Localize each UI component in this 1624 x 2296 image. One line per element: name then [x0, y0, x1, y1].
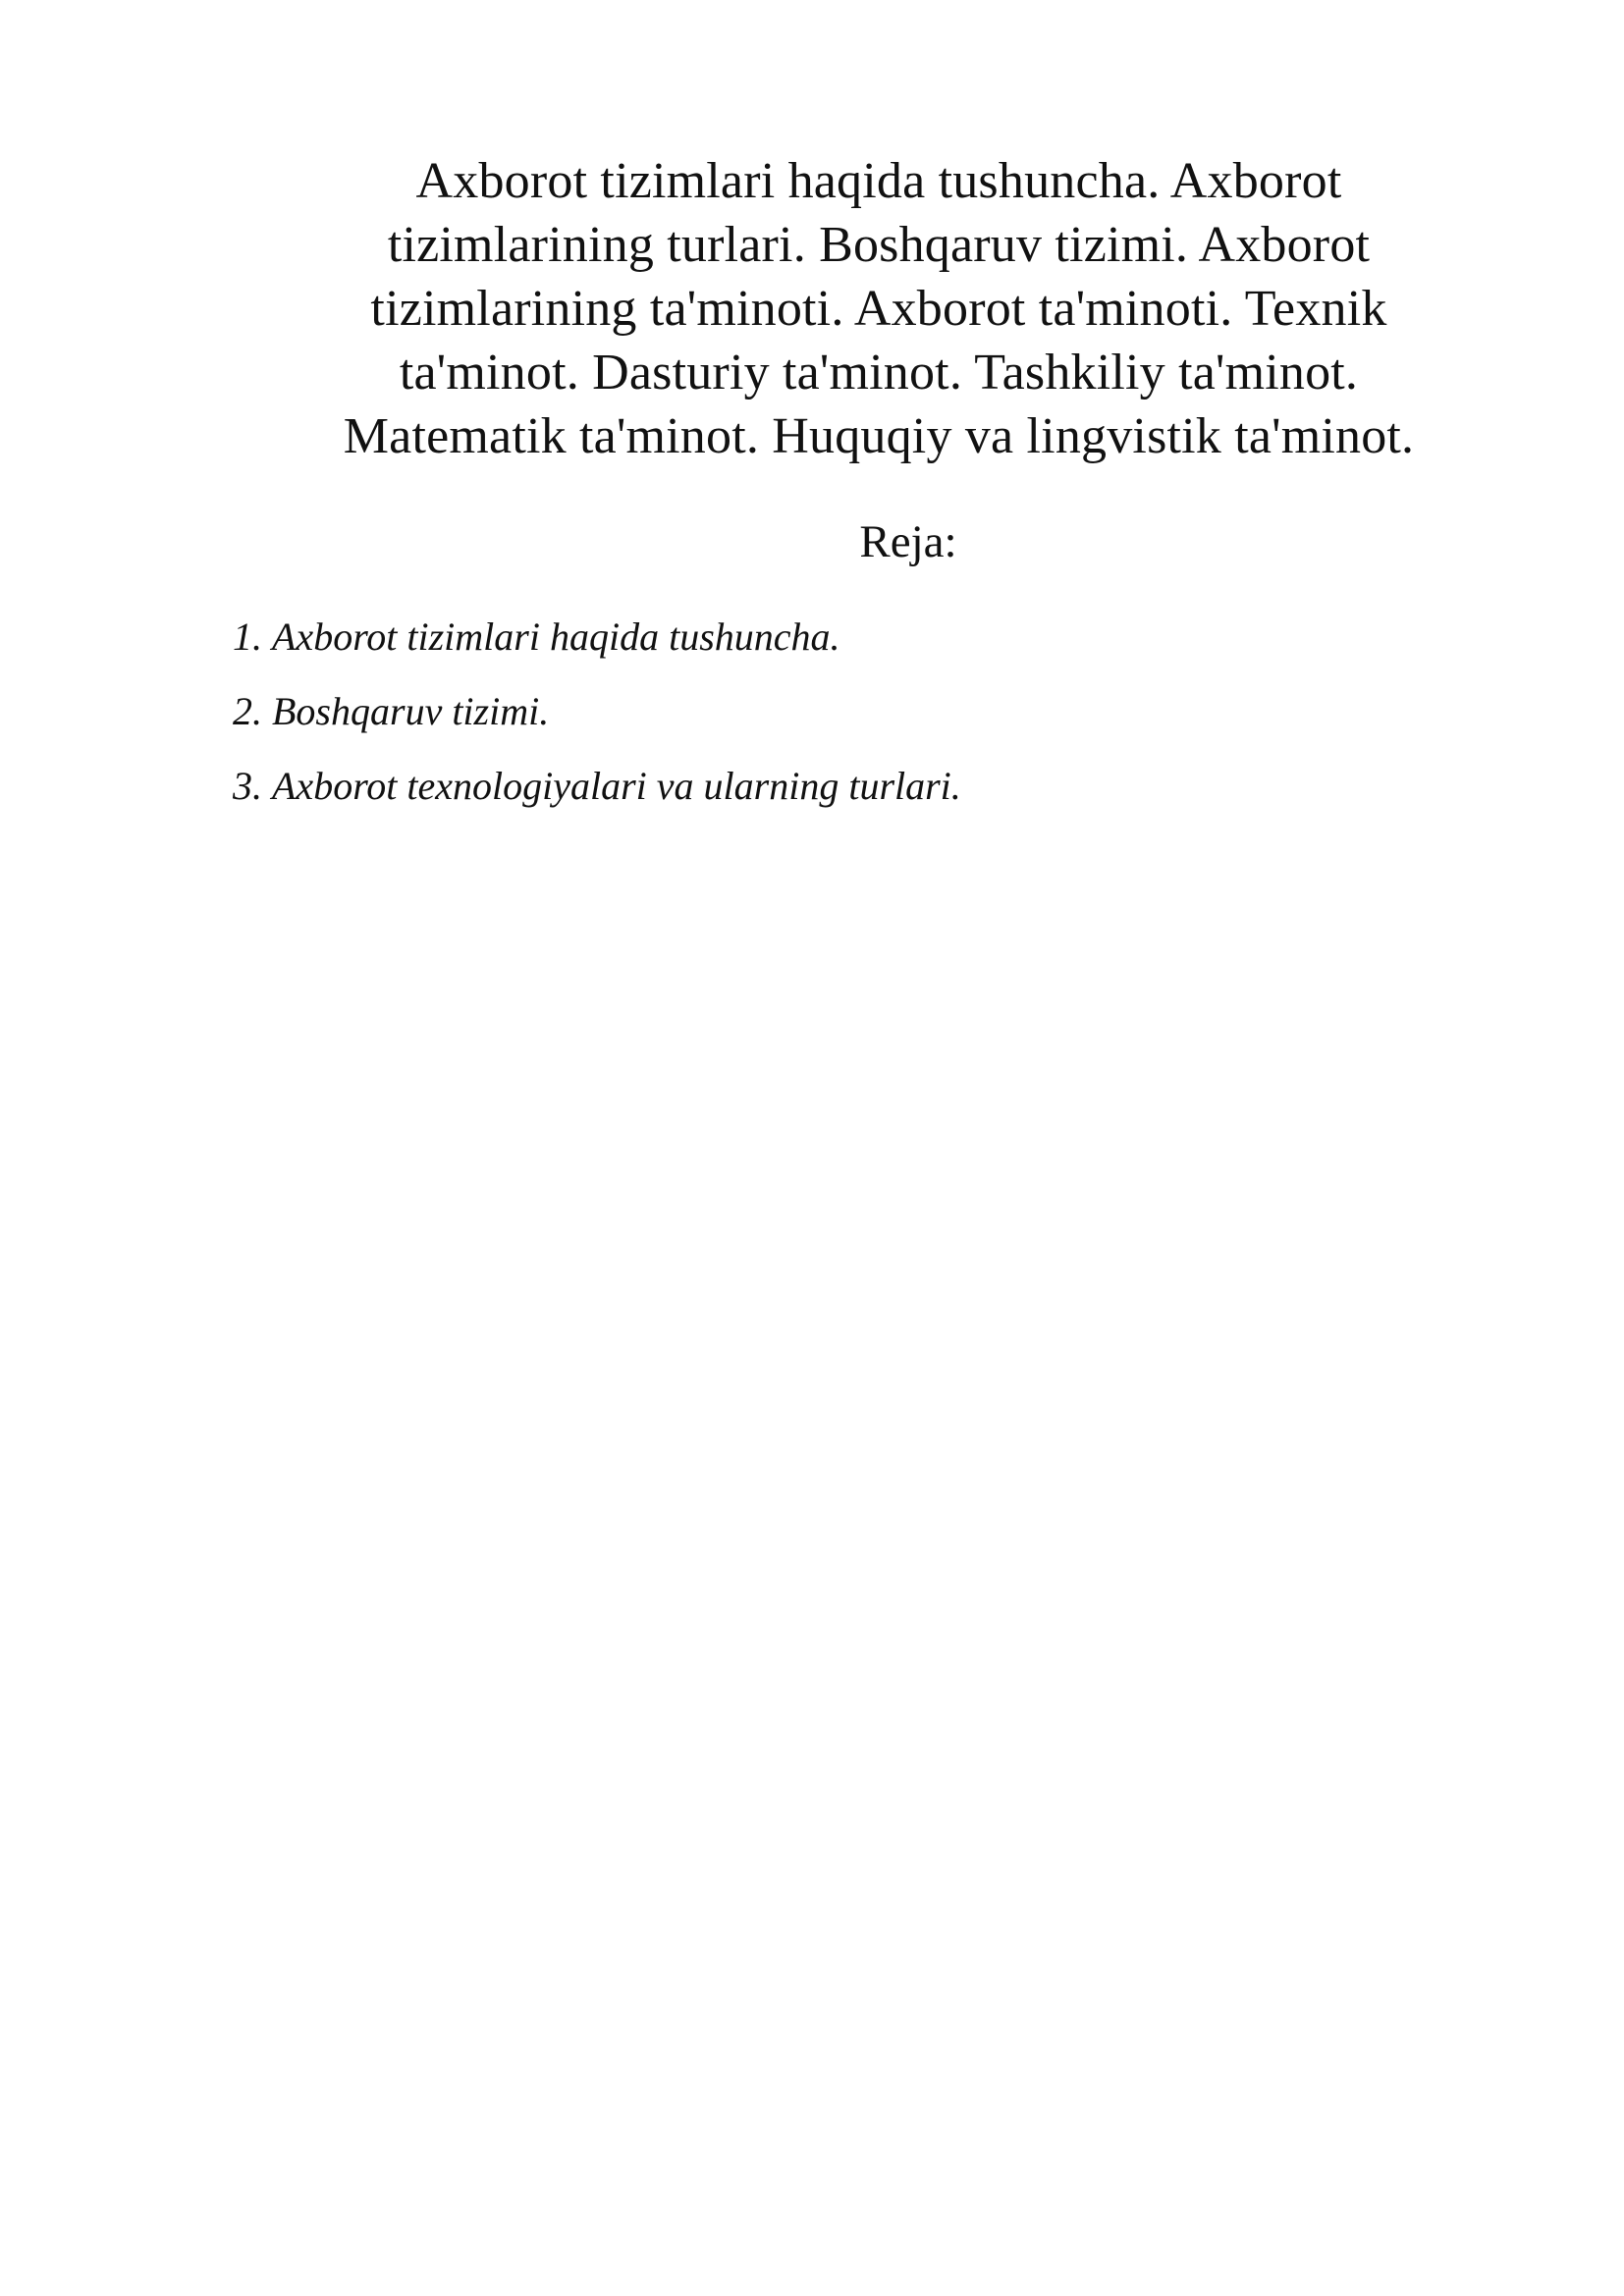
- plan-item-text: Axborot texnologiyalari va ularning turlari.: [272, 764, 961, 808]
- plan-list: [233, 611, 1411, 834]
- title-line: Matematik ta'minot. Huquqiy va lingvistik ta'minot.: [343, 408, 1415, 464]
- title-line: tizimlarining turlari. Boshqaruv tizimi. Axborot: [387, 217, 1371, 273]
- title-line: tizimlarining ta'minoti. Axborot ta'minoti. Texnik: [370, 281, 1387, 337]
- plan-item-number: 2.: [233, 689, 262, 733]
- plan-item-number: 3.: [233, 764, 262, 808]
- title-line: ta'minot. Dasturiy ta'minot. Tashkiliy ta'minot.: [399, 345, 1359, 400]
- plan-item: [233, 760, 1411, 834]
- plan-item-number: 1.: [233, 614, 262, 659]
- title-line: Axborot tizimlari haqida tushuncha. Axborot: [415, 153, 1342, 209]
- plan-item: [233, 611, 1411, 685]
- plan-heading: Reja:: [859, 516, 957, 567]
- document-title: [255, 149, 1502, 468]
- plan-item-text: Boshqaruv tizimi.: [272, 689, 550, 733]
- plan-item-text: Axborot tizimlari haqida tushuncha.: [272, 614, 840, 659]
- plan-item: [233, 685, 1411, 760]
